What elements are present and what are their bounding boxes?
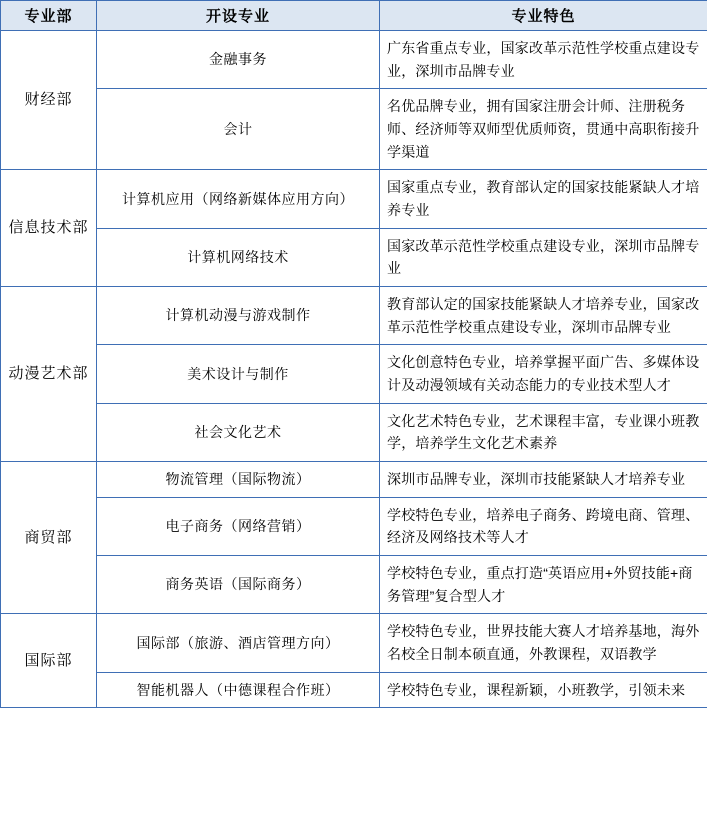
table-row	[1, 556, 707, 614]
feature-text: 文化创意特色专业，培养掌握平面广告、多媒体设计及动漫领域有关动态能力的专业技术型人才	[387, 354, 700, 394]
table-row	[1, 462, 707, 498]
column-header-department: 专业部	[1, 1, 97, 31]
feature-cell	[380, 614, 707, 672]
column-header-feature: 专业特色	[380, 1, 707, 31]
feature-cell	[380, 556, 707, 614]
table-row	[1, 672, 707, 708]
table-body	[1, 31, 707, 708]
table-header-row	[1, 1, 707, 31]
table-row	[1, 228, 707, 286]
major-cell: 商务英语（国际商务）	[97, 556, 380, 614]
feature-cell	[380, 403, 707, 461]
major-cell: 国际部（旅游、酒店管理方向）	[97, 614, 380, 672]
feature-cell	[380, 31, 707, 89]
major-cell: 会计	[97, 89, 380, 170]
feature-text: 深圳市品牌专业，深圳市技能紧缺人才培养专业	[387, 471, 686, 488]
department-cell: 国际部	[1, 614, 97, 708]
department-cell: 动漫艺术部	[1, 287, 97, 462]
feature-text: 国家重点专业，教育部认定的国家技能紧缺人才培养专业	[387, 179, 700, 219]
feature-cell	[380, 345, 707, 403]
feature-text: 学校特色专业，课程新颖，小班教学，引领未来	[387, 681, 686, 698]
column-header-major: 开设专业	[97, 1, 380, 31]
table-row	[1, 170, 707, 228]
feature-cell	[380, 170, 707, 228]
department-cell: 商贸部	[1, 462, 97, 614]
table-row	[1, 497, 707, 555]
major-cell: 金融事务	[97, 31, 380, 89]
department-cell: 财经部	[1, 31, 97, 170]
feature-cell	[380, 287, 707, 345]
feature-text: 学校特色专业，培养电子商务、跨境电商、管理、经济及网络技术等人才	[387, 506, 700, 546]
feature-text: 名优品牌专业，拥有国家注册会计师、注册税务师、经济师等双师型优质师资，贯通中高职衔接升学渠道	[387, 98, 700, 160]
feature-text: 广东省重点专业，国家改革示范性学校重点建设专业，深圳市品牌专业	[387, 40, 700, 79]
feature-text: 国家改革示范性学校重点建设专业，深圳市品牌专业	[387, 237, 700, 277]
major-cell: 计算机应用（网络新媒体应用方向）	[97, 170, 380, 228]
major-cell: 智能机器人（中德课程合作班）	[97, 672, 380, 708]
feature-text: 文化艺术特色专业，艺术课程丰富，专业课小班教学，培养学生文化艺术素养	[387, 412, 700, 452]
table-row	[1, 614, 707, 672]
table-row	[1, 345, 707, 403]
table-row	[1, 287, 707, 345]
table-row	[1, 89, 707, 170]
major-cell: 电子商务（网络营销）	[97, 497, 380, 555]
feature-text: 教育部认定的国家技能紧缺人才培养专业，国家改革示范性学校重点建设专业，深圳市品牌专业	[387, 296, 700, 335]
feature-text: 学校特色专业，世界技能大赛人才培养基地，海外名校全日制本硕直通，外教课程，双语教学	[387, 623, 700, 663]
feature-cell	[380, 462, 707, 498]
table-row	[1, 403, 707, 461]
table-row	[1, 31, 707, 89]
feature-cell	[380, 497, 707, 555]
feature-text: 学校特色专业，重点打造“英语应用+外贸技能+商务管理”复合型人才	[387, 565, 693, 604]
major-cell: 美术设计与制作	[97, 345, 380, 403]
major-cell: 计算机网络技术	[97, 228, 380, 286]
feature-cell	[380, 89, 707, 170]
feature-cell	[380, 672, 707, 708]
major-cell: 计算机动漫与游戏制作	[97, 287, 380, 345]
table-header	[1, 1, 707, 31]
major-cell: 物流管理（国际物流）	[97, 462, 380, 498]
department-cell: 信息技术部	[1, 170, 97, 287]
feature-cell	[380, 228, 707, 286]
major-cell: 社会文化艺术	[97, 403, 380, 461]
